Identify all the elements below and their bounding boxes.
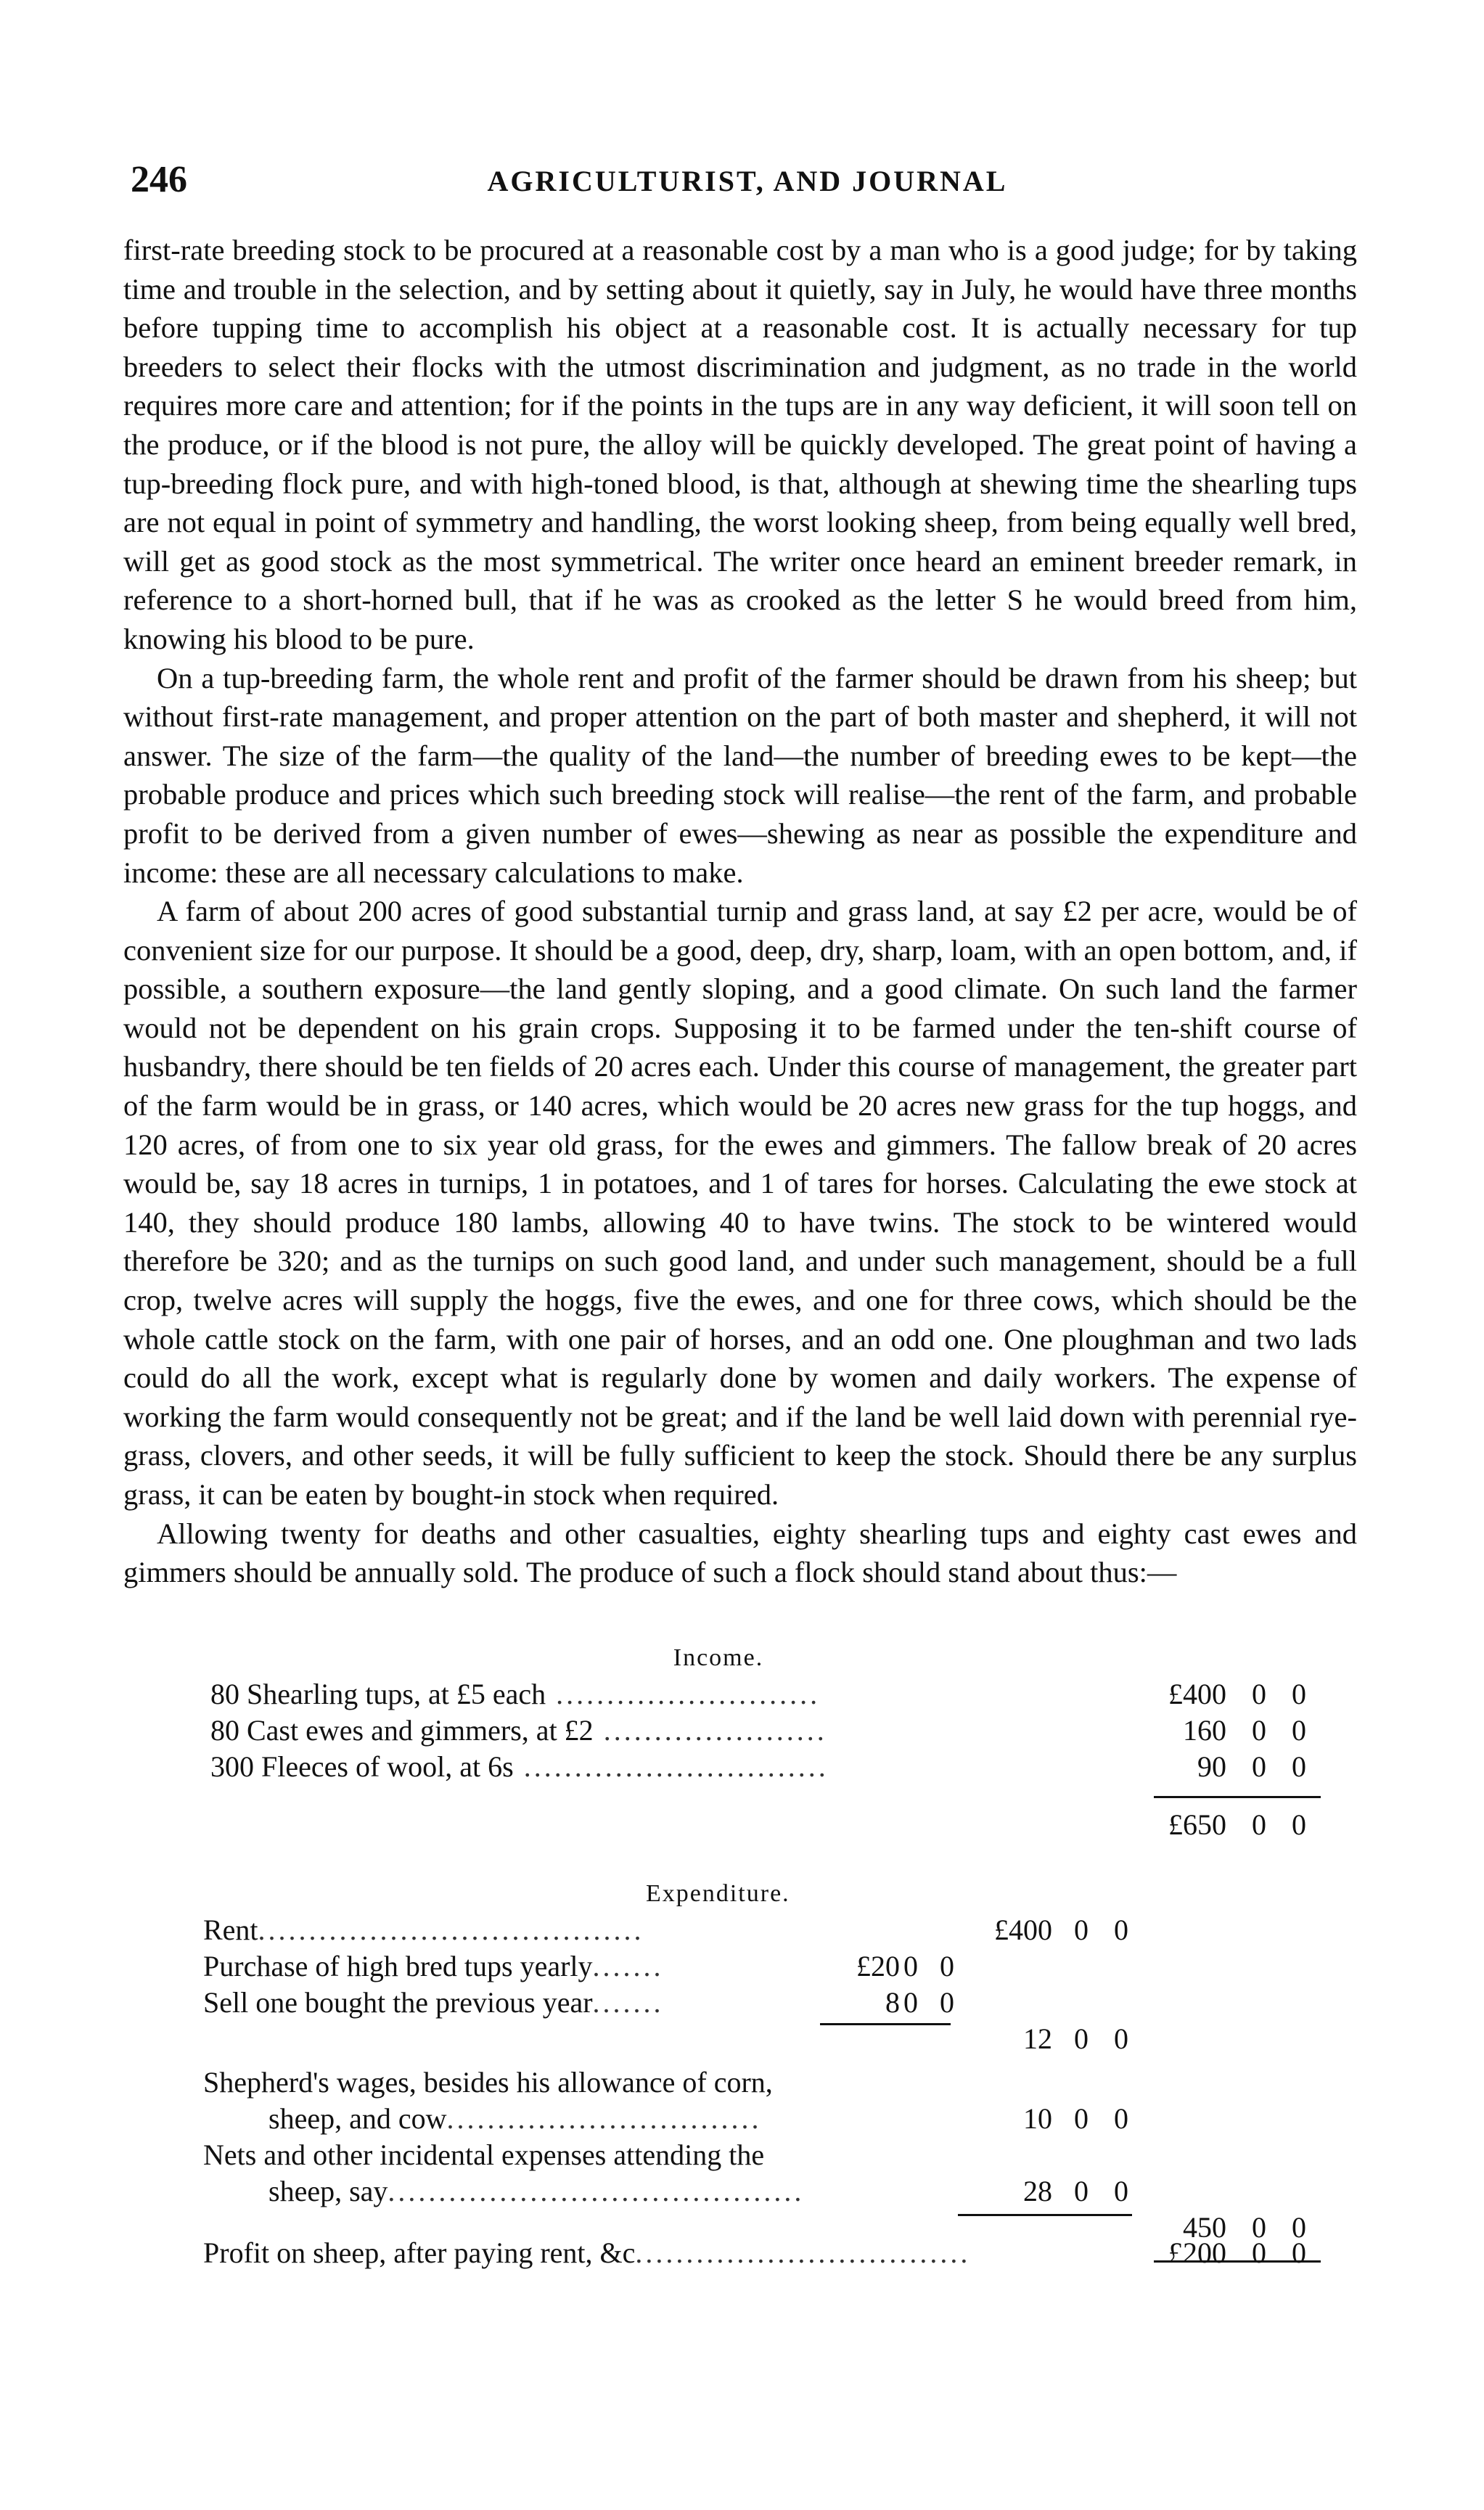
expenditure-pence: 0 (1114, 1914, 1128, 1946)
paragraph: first-rate breeding stock to be procured at a reasonable cost by a man who is a good judge; for by taking time and trouble in the selection, and by setting about it quietly, say in July, he would have three months before tupping time to accomplish his object at a reasonable cost. It is actually necessary for tup breeders to select their flocks with the utmost discrimination and judgment, as no trade in the world requires more care and attention; for if the points in the tups are in any way deficient, it will soon tell on the produce, or if the blood is not pure, the alloy will be quickly developed. The great point of having a tup-breeding flock pure, and with high-toned blood, is that, although at shewing time the shearling tups are not equal in point of symmetry and handling, the worst looking sheep, from being equally well bred, will get as good stock as the most symmetrical. The writer once heard an eminent breeder remark, in reference to a short-horned bull, that if he was as crooked as the letter S he would breed from him, knowing his blood to be pure. (123, 234, 1357, 655)
income-shillings: 0 (1252, 1678, 1266, 1710)
page-header (131, 158, 1364, 202)
page-number: 246 (131, 159, 187, 200)
income-row (123, 1676, 1313, 1713)
expenditure-table (123, 1876, 1313, 2246)
income-total-row (123, 1807, 1313, 1843)
expenditure-total-pence: 0 (1292, 2211, 1306, 2244)
profit-row-container (123, 2235, 1313, 2271)
expenditure-shillings: 0 (1074, 2022, 1089, 2055)
expenditure-row (123, 2173, 1313, 2210)
expenditure-pence: 0 (1114, 2022, 1128, 2055)
running-head: AGRICULTURIST, AND JOURNAL (487, 165, 1008, 197)
expenditure-pence: 0 (1114, 2102, 1128, 2135)
profit-row (123, 2235, 1313, 2271)
expenditure-pounds: £400 (994, 1914, 1052, 1946)
profit-pence: 0 (1292, 2236, 1306, 2269)
paragraph: On a tup-breeding farm, the whole rent and profit of the farmer should be drawn from his sheep; but without first-rate management, and proper attention on the part of both master and shepherd, it will not answer. The size of the farm—the quality of the land—the number of breeding ewes to be kept—the probable produce and prices which such breeding stock will realise—the rent of the farm, and probable profit to be derived from a given number of ewes—shewing as near as possible the expenditure and income: these are all necessary calculations to make. (123, 661, 1357, 889)
expenditure-sub-pence: 0 (940, 1950, 954, 1982)
expenditure-pounds: 10 (1023, 2102, 1052, 2135)
expenditure-row (123, 1912, 1313, 1948)
income-label: 80 Shearling tups, at £5 each .......................... (210, 1678, 821, 1710)
expenditure-row (123, 2064, 1313, 2101)
expenditure-label: Nets and other incidental expenses attending the (203, 2138, 765, 2171)
income-heading: Income. (673, 1644, 764, 1671)
income-label: 80 Cast ewes and gimmers, at £2 ...................... (210, 1714, 827, 1747)
expenditure-row (123, 2021, 1313, 2057)
expenditure-total-shillings: 0 (1252, 2211, 1266, 2244)
expenditure-sub-shillings: 0 (903, 1986, 918, 2019)
paragraph: Allowing twenty for deaths and other casualties, eighty shearling tups and eighty cast ewes and gimmers should be annually sold. The produce of such a flock should stand about thus:— (123, 1517, 1357, 1589)
expenditure-pence: 0 (1114, 2175, 1128, 2207)
income-table (123, 1640, 1313, 1843)
income-pounds: 160 (1183, 1714, 1226, 1747)
expenditure-shillings: 0 (1074, 1914, 1089, 1946)
income-label: 300 Fleeces of wool, at 6s .............................. (210, 1750, 829, 1783)
profit-label: Profit on sheep, after paying rent, &c................................. (203, 2236, 971, 2269)
expenditure-row (123, 1985, 1313, 2021)
expenditure-shillings: 0 (1074, 2102, 1089, 2135)
expenditure-sub-pounds: 8 (885, 1986, 900, 2019)
rule (1154, 1796, 1321, 1798)
expenditure-row (123, 1948, 1313, 1985)
expenditure-sub-pence: 0 (940, 1986, 954, 2019)
article-body (123, 231, 1357, 1592)
expenditure-label: Purchase of high bred tups yearly....... (203, 1950, 664, 1982)
income-pence: 0 (1292, 1678, 1306, 1710)
income-total-shillings: 0 (1252, 1808, 1266, 1841)
income-pence: 0 (1292, 1750, 1306, 1783)
expenditure-pounds: 28 (1023, 2175, 1052, 2207)
expenditure-heading: Expenditure. (646, 1880, 790, 1907)
expenditure-pounds: 12 (1023, 2022, 1052, 2055)
profit-shillings: 0 (1252, 2236, 1266, 2269)
expenditure-label: Rent...................................... (203, 1914, 644, 1946)
expenditure-total-pounds: 450 (1183, 2211, 1226, 2244)
expenditure-sub-shillings: 0 (903, 1950, 918, 1982)
income-row (123, 1749, 1313, 1785)
expenditure-label: Shepherd's wages, besides his allowance of corn, (203, 2066, 773, 2099)
income-pounds: 90 (1197, 1750, 1226, 1783)
income-shillings: 0 (1252, 1750, 1266, 1783)
income-row (123, 1713, 1313, 1749)
income-total-pence: 0 (1292, 1808, 1306, 1841)
expenditure-sub-pounds: £20 (856, 1950, 900, 1982)
income-pounds: £400 (1168, 1678, 1226, 1710)
expenditure-row (123, 2101, 1313, 2137)
paragraph: A farm of about 200 acres of good substantial turnip and grass land, at say £2 per acre, would be of convenient size for our purpose. It should be a good, deep, dry, sharp, loam, with an open bottom, and, if possible, a southern exposure—the land gently sloping, and a good climate. On such land the farmer would not be dependent on his grain crops. Supposing it to be farmed under the ten-shift course of husbandry, there should be ten fields of 20 acres each. Under this course of management, the greater part of the farm would be in grass, or 140 acres, which would be 20 acres new grass for the tup hoggs, and 120 acres, of from one to six year old grass, for the ewes and gimmers. The fallow break of 20 acres would be, say 18 acres in turnips, 1 in potatoes, and 1 of tares for horses. Calculating the ewe stock at 140, they should produce 180 lambs, allowing 40 to have twins. The stock to be wintered would therefore be 320; and as the turnips on such good land, and under such management, should be a full crop, twelve acres will supply the hoggs, five the ewes, and one for three cows, which should be the whole cattle stock on the farm, with one pair of horses, and an odd one. One ploughman and two lads could do all the work, except what is regularly done by women and daily workers. The expense of working the farm would consequently not be great; and if the land be well laid down with perennial rye-grass, clovers, and other seeds, it will be fully sufficient to keep the stock. Should there be any surplus grass, it can be eaten by bought-in stock when required. (123, 895, 1357, 1511)
income-pence: 0 (1292, 1714, 1306, 1747)
expenditure-label: sheep, and cow............................... (268, 2102, 762, 2135)
income-shillings: 0 (1252, 1714, 1266, 1747)
expenditure-shillings: 0 (1074, 2175, 1089, 2207)
expenditure-label: Sell one bought the previous year....... (203, 1986, 664, 2019)
expenditure-row (123, 2137, 1313, 2173)
profit-pounds: £200 (1168, 2236, 1226, 2269)
expenditure-label: sheep, say......................................... (268, 2175, 805, 2207)
income-total-pounds: £650 (1168, 1808, 1226, 1841)
